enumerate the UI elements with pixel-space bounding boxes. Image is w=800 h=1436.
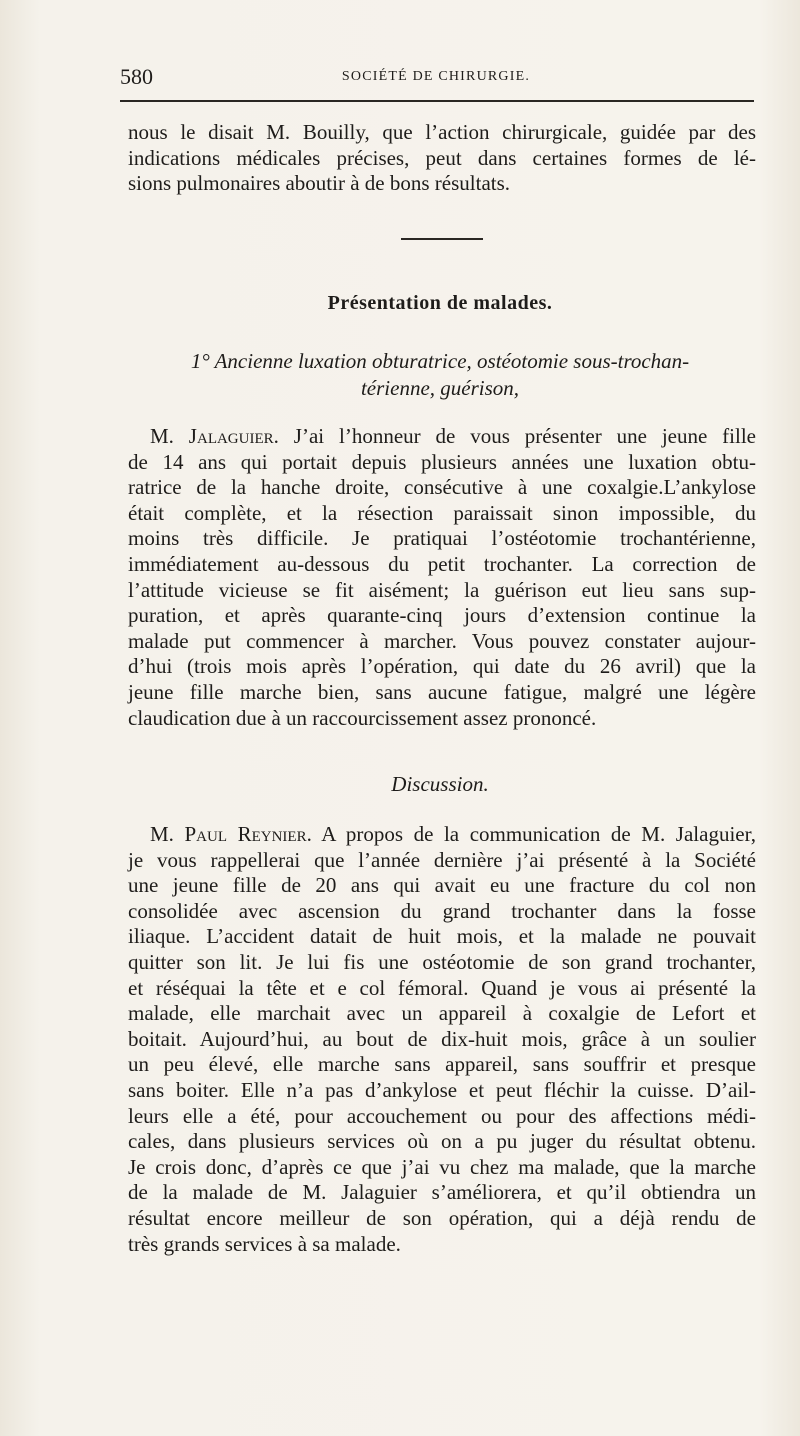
- text-line: Je crois donc, d’après ce que j’ai vu chez ma malade, que la marche: [128, 1154, 756, 1179]
- text-line: [128, 424, 756, 450]
- jalaguier-paragraph: [128, 424, 756, 731]
- text-line: sans boiter. Elle n’a pas d’ankylose et peut fléchir la cuisse. D’ail-: [128, 1077, 756, 1102]
- text-line: jeune fille marche bien, sans aucune fatigue, malgré une légère: [128, 679, 756, 704]
- text-line: une jeune fille de 20 ans qui avait eu une fracture du col non: [128, 873, 756, 898]
- text-line: très grands services à sa malade.: [128, 1231, 401, 1256]
- page-header: [120, 64, 752, 94]
- text-line: et réséquai la tête et e col fémoral. Quand je vous ai présenté la: [128, 975, 756, 1000]
- text-line: résultat encore meilleur de son opération, qui a déjà rendu de: [128, 1205, 756, 1230]
- discussion-heading: Discussion.: [391, 772, 489, 796]
- text-line: ratrice de la hanche droite, consécutive à une coxalgie.L’ankylose: [128, 475, 756, 500]
- speaker-name: M. Jalaguier.: [150, 424, 279, 448]
- text-line: quitter son lit. Je lui fis une ostéotomie de son grand trochanter,: [128, 949, 756, 974]
- text-line: moins très difficile. Je pratiquai l’ostéotomie trochantérienne,: [128, 526, 756, 551]
- text-line: cales, dans plusieurs services où on a pu juger du résultat obtenu.: [128, 1129, 756, 1154]
- text-line: malade, elle marchait avec un appareil à coxalgie de Lefort et: [128, 1001, 756, 1026]
- text-line: d’hui (trois mois après l’opération, qui date du 26 avril) que la: [128, 654, 756, 679]
- text-line: nous le disait M. Bouilly, que l’action chirurgicale, guidée par des: [128, 120, 756, 144]
- text-line: claudication due à un raccourcissement assez prononcé.: [128, 705, 597, 730]
- reynier-paragraph: [128, 822, 756, 1257]
- text-line: puration, et après quarante-cinq jours d’extension continue la: [128, 603, 756, 628]
- text-line: boitait. Aujourd’hui, au bout de dix-huit mois, grâce à un soulier: [128, 1026, 756, 1051]
- section-separator-rule: [401, 238, 483, 240]
- text-line: de 14 ans qui portait depuis plusieurs années une luxation obtu-: [128, 449, 756, 474]
- case-title-line: térienne, guérison,: [360, 376, 520, 400]
- text-line-content: A propos de la communication de M. Jalaguier,: [321, 822, 756, 846]
- running-title: SOCIÉTÉ DE CHIRURGIE.: [341, 69, 531, 84]
- text-line: sions pulmonaires aboutir à de bons résultats.: [128, 171, 511, 196]
- text-line: consolidée avec ascension du grand trochanter dans la fosse: [128, 898, 756, 923]
- text-line: leurs elle a été, pour accouchement ou pour des affections médi-: [128, 1103, 756, 1128]
- section-heading: Présentation de malades.: [327, 292, 553, 314]
- case-title-line: 1° Ancienne luxation obturatrice, ostéotomie sous-trochan-: [190, 349, 690, 373]
- text-line: malade put commencer à marcher. Vous pouvez constater aujour-: [128, 628, 756, 653]
- page-number: 580: [120, 64, 153, 89]
- text-line: immédiatement au-dessous du petit trochanter. La correction de: [128, 551, 756, 576]
- speaker-name: M. Paul Reynier.: [150, 822, 312, 846]
- text-line-content: J’ai l’honneur de vous présenter une jeune fille: [293, 424, 757, 448]
- text-line: indications médicales précises, peut dans certaines formes de lé-: [128, 145, 756, 170]
- text-line: l’attitude vicieuse se fit aisément; la guérison eut lieu sans sup-: [128, 577, 756, 602]
- text-line: [128, 822, 756, 848]
- case-title: [140, 348, 740, 402]
- header-rule: [120, 100, 754, 102]
- text-line: iliaque. L’accident datait de huit mois, et la malade ne pouvait: [128, 924, 756, 949]
- text-line: était complète, et la résection paraissait sinon impossible, du: [128, 500, 756, 525]
- text-line: je vous rappellerai que l’année dernière j’ai présenté à la Société: [128, 847, 756, 872]
- intro-paragraph: [128, 120, 756, 197]
- text-line: de la malade de M. Jalaguier s’améliorera, et qu’il obtiendra un: [128, 1180, 756, 1205]
- text-line: un peu élevé, elle marche sans appareil, sans souffrir et presque: [128, 1052, 756, 1077]
